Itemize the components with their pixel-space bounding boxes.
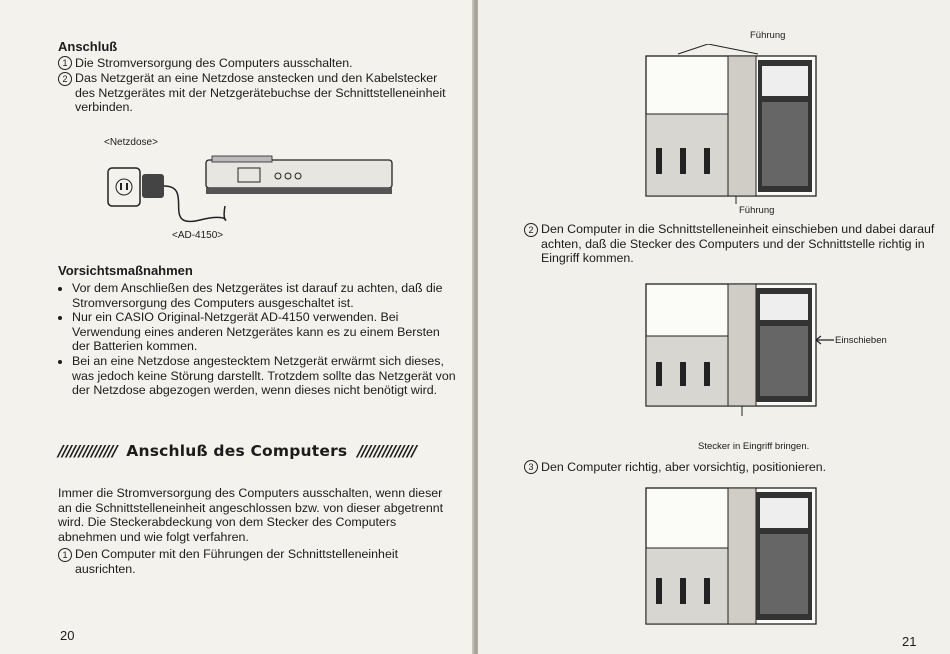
- page-number: 20: [60, 628, 75, 643]
- precaution-item: • Nur ein CASIO Original-Netzgerät AD-4150 verwenden. Bei Verwendung eines anderen Netzgerätes kann es zu einem Bersten der Batterien kommen.: [72, 310, 458, 354]
- outlet-label: <Netzdose>: [104, 137, 158, 148]
- computer-interface-figure-1: [638, 44, 828, 204]
- arrow-left-icon: [812, 335, 834, 345]
- computer-interface-figure-3: [638, 478, 828, 628]
- section-heading-anschluss: Anschluß: [58, 39, 118, 54]
- insert-label: Einschieben: [835, 335, 887, 346]
- step-1-power-off: 1 Die Stromversorgung des Computers ausschalten.: [58, 56, 458, 71]
- computer-interface-figure-2: [638, 276, 828, 416]
- step-2-connect-adapter: 2 Das Netzgerät an eine Netzdose anstecken und den Kabelstecker des Netzgerätes mit der Netzgerätebuchse der Schnittstelleneinheit verbinden.: [58, 71, 458, 115]
- page-number: 21: [902, 634, 917, 649]
- section-banner: [58, 440, 458, 462]
- left-page: [0, 0, 474, 654]
- step-number: 1: [58, 56, 72, 70]
- step-number: 1: [58, 548, 72, 562]
- guide-label-bottom: Führung: [739, 205, 775, 216]
- banner-slashes: //////////////: [58, 442, 117, 460]
- adapter-label: <AD-4150>: [172, 230, 224, 241]
- precaution-item: • Vor dem Anschließen des Netzgerätes ist darauf zu achten, daß die Stromversorgung des Computers ausgeschaltet ist.: [72, 281, 458, 310]
- precautions-list: [58, 281, 458, 398]
- step-number: 2: [58, 72, 72, 86]
- precautions-heading: Vorsichtsmaßnahmen: [58, 263, 193, 278]
- step-3-position-computer: 3 Den Computer richtig, aber vorsichtig, positionieren.: [524, 460, 944, 475]
- connector-caption: Stecker in Eingriff bringen.: [698, 441, 810, 452]
- step-number: 3: [524, 460, 538, 474]
- step-1-align-computer: 1 Den Computer mit den Führungen der Schnittstelleneinheit ausrichten.: [58, 547, 458, 576]
- guide-label-top: Führung: [750, 30, 786, 41]
- banner-slashes: //////////////: [357, 442, 416, 460]
- banner-title: Anschluß des Computers: [126, 442, 348, 460]
- step-number: 2: [524, 223, 538, 237]
- adapter-illustration: [100, 150, 400, 238]
- right-page: [478, 0, 950, 654]
- precaution-item: • Bei an eine Netzdose angestecktem Netzgerät erwärmt sich dieses, was jedoch keine Störung darstellt. Trotzdem sollte das Netzgerät von der Netzdose abgezogen werden, wenn dieses nicht benötigt wird.: [72, 354, 458, 398]
- step-2-insert-computer: 2 Den Computer in die Schnittstelleneinheit einschieben und dabei darauf achten, daß die Stecker des Computers und der Schnittstelle richtig in Eingriff kommen.: [524, 222, 944, 266]
- intro-paragraph: Immer die Stromversorgung des Computers ausschalten, wenn dieser an die Schnittstelleneinheit angeschlossen bzw. von dieser abgetrennt wird. Die Steckerabdeckung von dem Stecker des Computers abnehmen und wie folgt verfahren.: [58, 486, 444, 544]
